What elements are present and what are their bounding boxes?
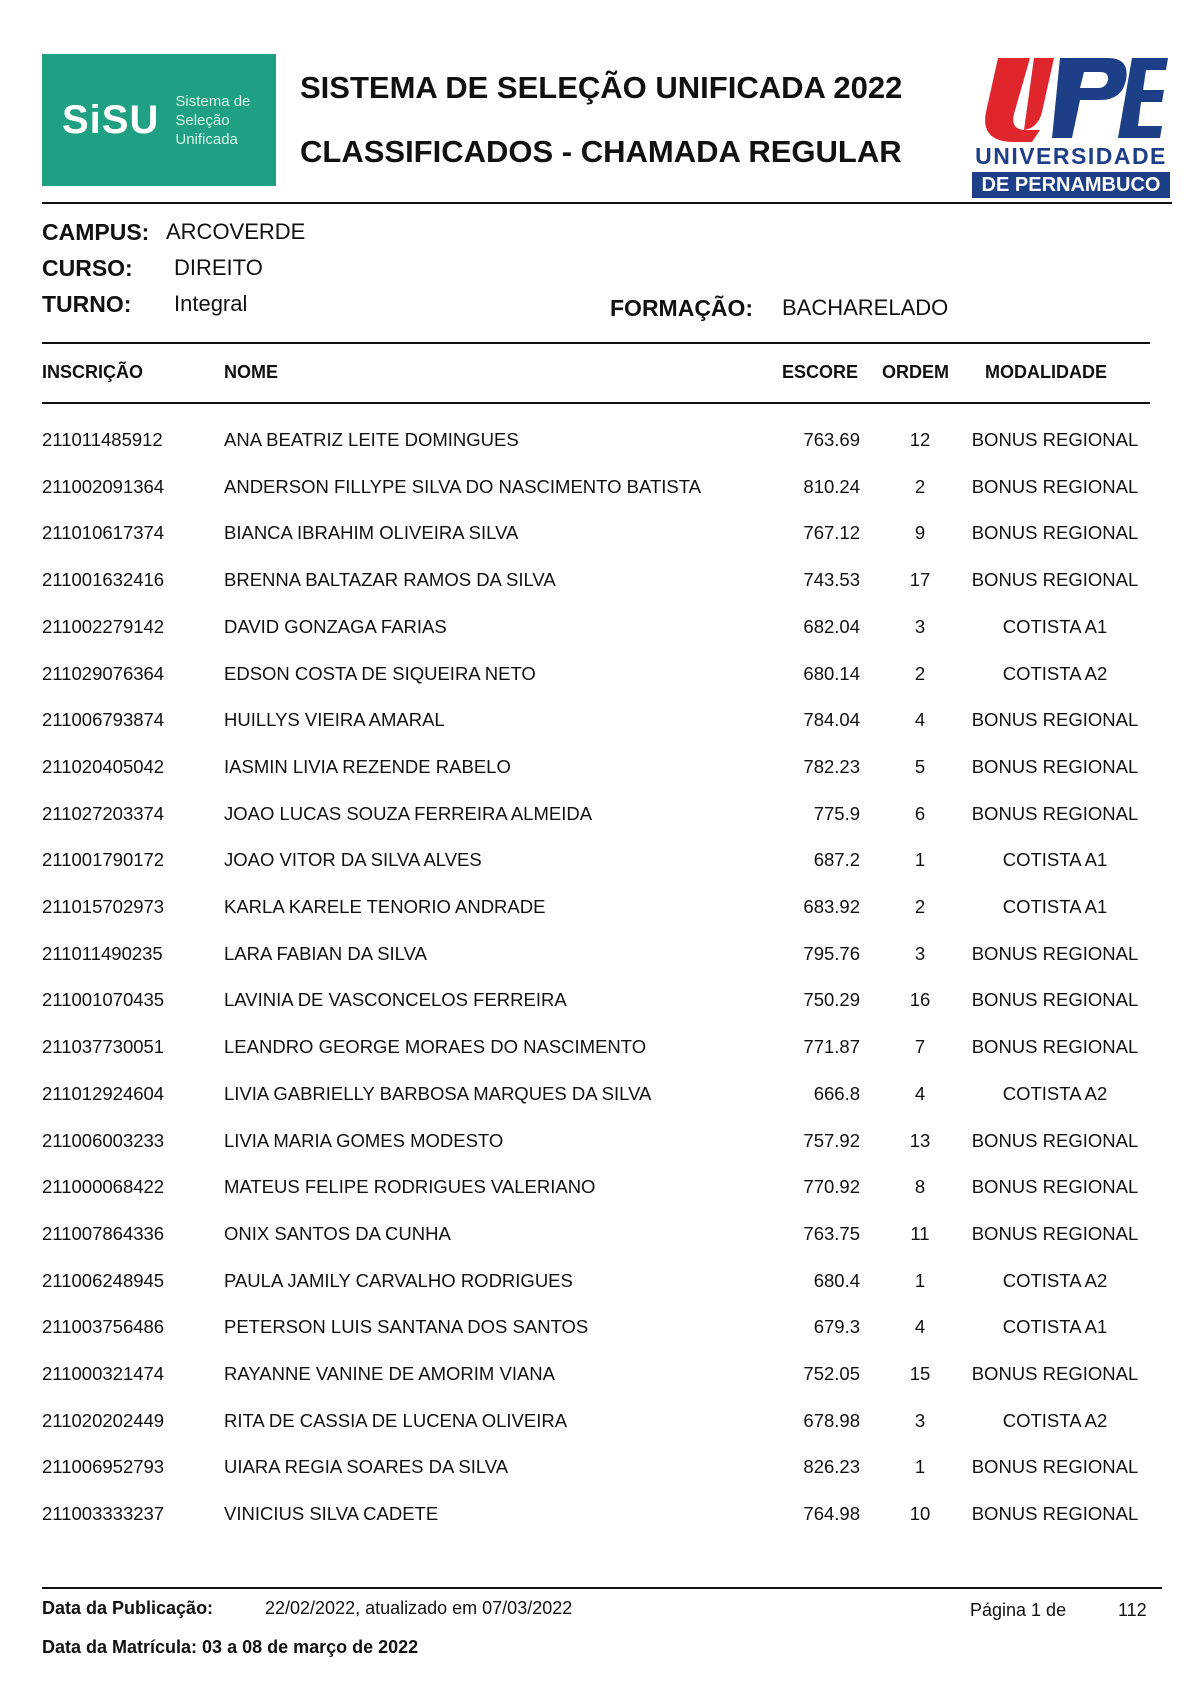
page-total: 112 [1118,1600,1147,1620]
table-row [0,791,1200,838]
sisu-logo-subtitle [175,92,250,149]
sisu-logo-line2: Seleção [175,111,230,129]
cell-nome: LEANDRO GEORGE MORAES DO NASCIMENTO [224,1036,647,1058]
publication-label: Data da Publicação: [42,1598,214,1618]
cell-escore: 743.53 [803,569,860,591]
cell-ordem: 8 [914,1176,926,1198]
cell-escore: 666.8 [813,1082,860,1104]
sisu-logo-word: SiSU [62,97,160,142]
cell-inscricao: 211006952793 [42,1456,165,1478]
table-row [0,744,1200,791]
cell-ordem: 2 [914,662,926,684]
cell-ordem: 4 [914,1082,926,1104]
cell-escore: 767.12 [803,522,860,544]
campus-value: ARCOVERDE [166,219,306,244]
cell-ordem: 1 [914,1269,926,1291]
cell-nome: JOAO LUCAS SOUZA FERREIRA ALMEIDA [224,802,593,824]
page-title: SISTEMA DE SELEÇÃO UNIFICADA 2022 [300,70,903,105]
table-row [0,697,1200,744]
upe-logo-pernambuco: DE PERNAMBUCO [972,172,1170,198]
cell-nome: BIANCA IBRAHIM OLIVEIRA SILVA [224,522,519,544]
cell-modalidade: BONUS REGIONAL [971,1503,1139,1525]
cell-inscricao: 211001632416 [42,569,165,591]
cell-escore: 782.23 [803,755,860,777]
cell-escore: 680.14 [803,662,860,684]
cell-ordem: 6 [914,802,926,824]
cell-modalidade: BONUS REGIONAL [971,989,1139,1011]
cell-nome: LARA FABIAN DA SILVA [224,942,427,964]
cell-ordem: 5 [914,755,926,777]
upe-logo-mark [985,58,1168,142]
cell-modalidade: BONUS REGIONAL [971,1129,1139,1151]
table-row [0,1491,1200,1538]
table-row [0,1444,1200,1491]
table-row [0,931,1200,978]
campus-label: CAMPUS: [42,219,150,245]
cell-inscricao: 211001070435 [42,989,165,1011]
column-header-escore: ESCORE [782,362,859,382]
cell-modalidade: COTISTA A1 [1002,849,1108,871]
cell-inscricao: 211011485912 [42,429,163,450]
cell-nome: KARLA KARELE TENORIO ANDRADE [224,896,546,917]
cell-escore: 795.76 [803,942,860,964]
cell-nome: EDSON COSTA DE SIQUEIRA NETO [224,662,536,684]
table-row [0,837,1200,884]
table-row [0,977,1200,1024]
cell-nome: LAVINIA DE VASCONCELOS FERREIRA [224,989,567,1011]
cell-modalidade: BONUS REGIONAL [971,522,1139,544]
table-top-divider [42,342,1150,344]
cell-escore: 682.04 [803,615,860,637]
cell-nome: DAVID GONZAGA FARIAS [224,615,447,637]
cell-ordem: 3 [914,615,926,637]
cell-modalidade: COTISTA A2 [1002,662,1108,684]
table-row [0,1211,1200,1258]
table-row [0,884,1200,931]
cell-inscricao: 211027203374 [42,802,165,824]
cell-modalidade: COTISTA A1 [1002,896,1108,917]
cell-inscricao: 211037730051 [42,1036,165,1058]
page-subtitle: CLASSIFICADOS - CHAMADA REGULAR [300,134,902,169]
cell-modalidade: BONUS REGIONAL [971,709,1139,731]
cell-modalidade: BONUS REGIONAL [971,1176,1139,1198]
cell-ordem: 4 [914,1316,926,1338]
cell-nome: PETERSON LUIS SANTANA DOS SANTOS [224,1316,589,1338]
table-row [0,464,1200,511]
cell-ordem: 2 [914,475,926,497]
cell-ordem: 10 [909,1503,931,1525]
cell-escore: 826.23 [803,1456,860,1478]
cell-inscricao: 211006248945 [42,1269,165,1291]
column-header-inscricao: INSCRIÇÃO [42,362,144,382]
cell-escore: 680.4 [813,1269,860,1291]
cell-inscricao: 211020202449 [42,1409,165,1431]
cell-inscricao: 211003756486 [42,1316,165,1338]
cell-modalidade: BONUS REGIONAL [971,475,1139,497]
cell-inscricao: 211010617374 [42,522,165,544]
table-row [0,1351,1200,1398]
cell-escore: 678.98 [803,1409,860,1431]
cell-modalidade: BONUS REGIONAL [971,1363,1139,1384]
cell-ordem: 7 [914,1036,926,1058]
cell-inscricao: 211001790172 [42,849,165,871]
cell-ordem: 11 [910,1222,930,1244]
cell-ordem: 13 [909,1129,931,1151]
cell-modalidade: BONUS REGIONAL [971,429,1139,450]
cell-nome: RAYANNE VANINE DE AMORIM VIANA [224,1363,556,1384]
cell-modalidade: BONUS REGIONAL [971,942,1139,964]
cell-escore: 752.05 [803,1363,860,1384]
cell-inscricao: 211015702973 [42,896,165,917]
turno-label: TURNO: [42,291,132,317]
table-row [0,417,1200,464]
cell-nome: ANDERSON FILLYPE SILVA DO NASCIMENTO BATISTA [224,475,701,497]
table-row [0,510,1200,557]
table-header-divider [42,402,1150,404]
cell-nome: RITA DE CASSIA DE LUCENA OLIVEIRA [224,1409,568,1431]
cell-ordem: 1 [914,849,926,871]
table-row [0,1071,1200,1118]
cell-escore: 683.92 [803,896,860,917]
table-row [0,1118,1200,1165]
cell-inscricao: 211007864336 [42,1222,165,1244]
cell-ordem: 2 [914,896,926,917]
cell-ordem: 15 [909,1363,931,1384]
matricula-date: Data da Matrícula: 03 a 08 de março de 2022 [42,1637,419,1657]
sisu-logo-line1: Sistema de [175,92,251,110]
sisu-logo [42,54,276,186]
cell-modalidade: BONUS REGIONAL [971,1036,1139,1058]
curso-value: DIREITO [174,255,263,280]
column-header-nome: NOME [224,362,278,382]
cell-escore: 770.92 [803,1176,860,1198]
cell-inscricao: 211020405042 [42,755,165,777]
cell-nome: BRENNA BALTAZAR RAMOS DA SILVA [224,569,556,591]
column-header-modalidade: MODALIDADE [985,362,1107,382]
cell-modalidade: BONUS REGIONAL [971,755,1139,777]
cell-nome: PAULA JAMILY CARVALHO RODRIGUES [224,1269,573,1291]
cell-modalidade: BONUS REGIONAL [971,802,1139,824]
curso-label: CURSO: [42,255,133,281]
table-row [0,604,1200,651]
publication-value: 22/02/2022, atualizado em 07/03/2022 [265,1598,573,1618]
cell-escore: 784.04 [803,709,860,731]
footer-divider [42,1587,1162,1589]
cell-inscricao: 211003333237 [42,1503,165,1525]
cell-escore: 763.75 [803,1222,860,1244]
cell-nome: JOAO VITOR DA SILVA ALVES [224,849,482,871]
table-row [0,1304,1200,1351]
cell-inscricao: 211000321474 [42,1363,165,1384]
cell-modalidade: BONUS REGIONAL [971,1222,1139,1244]
cell-escore: 757.92 [803,1129,860,1151]
cell-inscricao: 211006003233 [42,1129,165,1151]
cell-escore: 810.24 [803,475,860,497]
cell-inscricao: 211012924604 [42,1082,165,1104]
cell-ordem: 3 [914,1409,926,1431]
cell-modalidade: BONUS REGIONAL [971,1456,1139,1478]
cell-inscricao: 211002279142 [42,615,165,637]
cell-nome: LIVIA MARIA GOMES MODESTO [224,1129,504,1151]
cell-escore: 687.2 [813,849,860,871]
cell-inscricao: 211000068422 [42,1176,165,1198]
cell-nome: UIARA REGIA SOARES DA SILVA [224,1456,509,1478]
cell-modalidade: BONUS REGIONAL [971,569,1139,591]
table-row [0,557,1200,604]
cell-modalidade: COTISTA A1 [1002,615,1108,637]
header-divider [42,202,1172,204]
cell-modalidade: COTISTA A2 [1002,1269,1108,1291]
cell-modalidade: COTISTA A2 [1002,1409,1108,1431]
table-row [0,1258,1200,1305]
formacao-label: FORMAÇÃO: [610,295,754,321]
cell-inscricao: 211002091364 [42,475,165,497]
turno-value: Integral [174,291,248,316]
cell-nome: MATEUS FELIPE RODRIGUES VALERIANO [224,1176,596,1198]
cell-ordem: 16 [909,989,931,1011]
cell-ordem: 3 [914,942,926,964]
cell-nome: IASMIN LIVIA REZENDE RABELO [224,755,511,777]
cell-modalidade: COTISTA A2 [1002,1082,1108,1104]
cell-ordem: 9 [914,522,926,544]
sisu-logo-line3: Unificada [175,130,238,148]
cell-inscricao: 211029076364 [42,662,165,684]
cell-nome: ANA BEATRIZ LEITE DOMINGUES [224,429,519,450]
cell-escore: 679.3 [813,1316,860,1338]
column-header-ordem: ORDEM [882,362,949,382]
cell-ordem: 17 [909,569,931,591]
formacao-value: BACHARELADO [782,295,949,320]
upe-logo-university: UNIVERSIDADE [975,143,1167,169]
cell-ordem: 1 [914,1456,926,1478]
cell-ordem: 12 [909,429,931,450]
table-row [0,1164,1200,1211]
cell-modalidade: COTISTA A1 [1002,1316,1108,1338]
cell-nome: LIVIA GABRIELLY BARBOSA MARQUES DA SILVA [224,1082,652,1104]
cell-inscricao: 211006793874 [42,709,165,731]
cell-escore: 771.87 [803,1036,860,1058]
cell-nome: VINICIUS SILVA CADETE [224,1503,439,1525]
cell-escore: 775.9 [813,802,860,824]
cell-inscricao: 211011490235 [42,942,163,964]
cell-escore: 750.29 [803,989,860,1011]
cell-escore: 764.98 [803,1503,860,1525]
table-row [0,1024,1200,1071]
cell-escore: 763.69 [803,429,860,450]
cell-nome: ONIX SANTOS DA CUNHA [224,1222,451,1244]
cell-ordem: 4 [914,709,926,731]
cell-nome: HUILLYS VIEIRA AMARAL [224,709,445,731]
table-row [0,1398,1200,1445]
page-label: Página 1 de [970,1600,1067,1620]
table-row [0,651,1200,698]
